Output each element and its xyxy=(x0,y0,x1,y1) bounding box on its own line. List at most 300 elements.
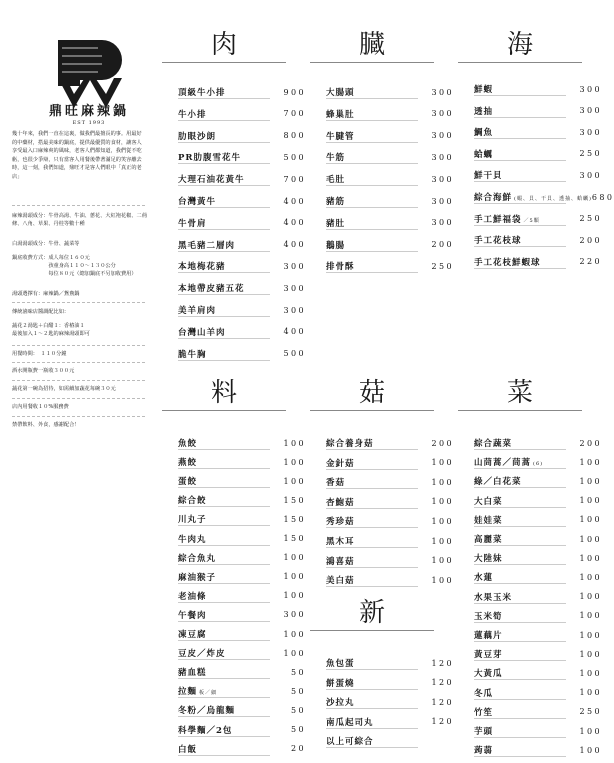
menu-item-price: 120 xyxy=(431,717,454,727)
menu-item-price: 700 xyxy=(283,109,306,119)
menu-item xyxy=(178,701,306,719)
menu-item-name-text: 豬血糕 xyxy=(178,668,207,679)
menu-item-name-text: 黃豆芽 xyxy=(474,650,503,661)
menu-item-name xyxy=(474,234,574,246)
menu-item-name xyxy=(474,256,574,268)
menu-item-name xyxy=(326,217,426,229)
menu-item-price: 400 xyxy=(283,327,306,337)
menu-item-price: 100 xyxy=(579,745,602,755)
menu-item xyxy=(326,148,454,166)
menu-item-price: 100 xyxy=(579,553,602,563)
menu-item xyxy=(474,684,602,702)
menu-item-name xyxy=(474,169,574,181)
menu-item xyxy=(178,236,306,254)
info-corkage: 酒水開瓶費一瓶收３００元 xyxy=(12,368,75,374)
brand-name: 鼎旺麻辣鍋 xyxy=(48,104,129,119)
item-underline xyxy=(178,545,270,546)
divider xyxy=(12,416,145,417)
menu-item-name-text: 鮮干貝 xyxy=(474,171,503,182)
section-rule xyxy=(162,62,286,63)
menu-item-name-text: 大理石油花黃牛 xyxy=(178,175,245,186)
divider xyxy=(12,205,145,206)
menu-item-name xyxy=(178,666,278,678)
menu-item-name xyxy=(178,685,278,697)
section-title-organ: 臓 xyxy=(358,30,385,60)
menu-item-name xyxy=(326,574,426,586)
menu-item-price: 100 xyxy=(431,556,454,566)
info-broth-choice: 湯頭選擇有：麻辣鍋／鴛鴦鍋 xyxy=(12,291,80,297)
menu-item-price: 200 xyxy=(431,438,454,448)
menu-item-name xyxy=(474,495,574,507)
menu-item-name xyxy=(474,706,574,718)
menu-item-name-text: 手工花枝鮮蝦球 xyxy=(474,257,541,268)
menu-item xyxy=(474,741,602,759)
menu-item-name xyxy=(326,457,426,469)
item-underline xyxy=(474,487,566,488)
menu-item-name xyxy=(178,195,278,207)
menu-item-price: 900 xyxy=(283,87,306,97)
item-underline xyxy=(474,95,566,96)
item-underline xyxy=(474,603,566,604)
menu-item xyxy=(178,549,306,567)
menu-item xyxy=(178,587,306,605)
menu-item-name xyxy=(178,326,278,338)
menu-item-name-text: 手工花枝球 xyxy=(474,236,522,247)
menu-item xyxy=(474,472,602,490)
menu-item xyxy=(474,664,602,682)
menu-item-price: 200 xyxy=(431,240,454,250)
section-rule xyxy=(310,630,434,631)
menu-item-price: 100 xyxy=(283,476,306,486)
info-sauce-recipe: 蔬花２湯匙＋白醋１：香椿油１ 最後加入１～２匙的麻辣湯頭即可 xyxy=(12,323,90,338)
menu-item-name-text: 牛小排 xyxy=(178,109,207,120)
menu-item-name xyxy=(326,496,426,508)
menu-item-name-text: 鮮蝦 xyxy=(474,85,494,95)
menu-item-price: 100 xyxy=(579,476,602,486)
menu-item xyxy=(326,434,454,452)
menu-item-name xyxy=(326,555,426,567)
menu-item-price: 400 xyxy=(283,196,306,206)
menu-item-name-text: 豬筋 xyxy=(326,197,346,207)
menu-item-name xyxy=(474,667,574,679)
menu-item xyxy=(178,510,306,528)
menu-item-name-text: 金針菇 xyxy=(326,458,355,469)
item-underline xyxy=(326,272,418,273)
menu-item-price: 100 xyxy=(283,648,306,658)
menu-item xyxy=(178,214,306,232)
item-underline xyxy=(474,203,566,204)
menu-item xyxy=(474,568,602,586)
menu-item-name xyxy=(474,456,574,468)
menu-item-name xyxy=(474,610,574,622)
item-underline xyxy=(326,229,418,230)
menu-item-name xyxy=(178,571,278,583)
menu-item-name-text: 水蓮 xyxy=(474,573,494,584)
menu-item xyxy=(178,625,306,643)
menu-item-name-text: 牛筋 xyxy=(326,153,346,164)
menu-item xyxy=(326,512,454,530)
menu-item xyxy=(178,530,306,548)
menu-item-name xyxy=(178,494,278,506)
item-underline xyxy=(326,449,418,450)
menu-item xyxy=(178,192,306,210)
menu-item-name xyxy=(474,83,574,95)
menu-item-price: 100 xyxy=(579,668,602,678)
menu-item-name-text: 毛肚 xyxy=(326,175,346,186)
menu-item xyxy=(178,301,306,319)
menu-item-price: 300 xyxy=(431,109,454,119)
menu-item-name xyxy=(326,696,426,708)
section-title-seafood: 海 xyxy=(506,30,533,60)
menu-item-note: (蝦、貝、干貝、透抽、蛤蠣) xyxy=(514,196,592,202)
item-underline xyxy=(474,718,566,719)
menu-item-name-text: 脆牛胸 xyxy=(178,349,207,360)
item-underline xyxy=(326,669,418,670)
menu-item-price: 150 xyxy=(283,534,306,543)
menu-item-name-text: 秀珍菇 xyxy=(326,517,355,528)
item-underline xyxy=(178,564,270,565)
menu-item-name xyxy=(326,86,426,98)
menu-item-name xyxy=(178,239,278,251)
menu-item xyxy=(474,453,602,471)
menu-item-name xyxy=(326,476,426,488)
item-underline xyxy=(178,659,270,660)
menu-item-name xyxy=(474,213,574,225)
menu-item-price: 100 xyxy=(579,457,602,467)
menu-item-name xyxy=(178,130,278,142)
item-underline xyxy=(178,207,270,208)
menu-item-name-text: 頂級牛小排 xyxy=(178,88,226,98)
item-underline xyxy=(474,679,566,680)
menu-item-name-text: 以上可綜合 xyxy=(326,737,374,748)
menu-item xyxy=(474,626,602,644)
menu-item-price: 500 xyxy=(283,349,306,359)
menu-item-price: 100 xyxy=(283,438,306,448)
item-underline xyxy=(178,163,270,164)
menu-item-name xyxy=(474,571,574,583)
menu-item xyxy=(326,571,454,589)
item-underline xyxy=(178,338,270,339)
info-veg: 蔬花第一碗為招待，如需續加蔬花每碗３０元 xyxy=(12,386,116,392)
item-underline xyxy=(474,756,566,757)
menu-item-name xyxy=(178,217,278,229)
menu-item-price: 100 xyxy=(283,591,306,601)
menu-item-price: 100 xyxy=(579,649,602,659)
item-underline xyxy=(326,163,418,164)
menu-item xyxy=(474,166,602,184)
menu-item-price: 500 xyxy=(283,152,306,162)
menu-item-price: 100 xyxy=(579,688,602,698)
menu-item-name-text: 沙拉丸 xyxy=(326,698,355,709)
menu-item xyxy=(474,434,602,452)
item-underline xyxy=(474,246,566,247)
menu-item xyxy=(326,170,454,188)
menu-item-price: 100 xyxy=(431,458,454,468)
menu-item-price: 100 xyxy=(431,575,454,585)
item-underline xyxy=(474,526,566,527)
section-rule xyxy=(458,410,582,411)
menu-item xyxy=(326,732,454,750)
item-underline xyxy=(178,294,270,295)
menu-item-name-text: 綜合海鮮 xyxy=(474,193,513,203)
item-underline xyxy=(178,272,270,273)
menu-item xyxy=(178,170,306,188)
menu-item-price: 50 xyxy=(291,705,306,715)
menu-item-name-text: 科學麵／2包 xyxy=(178,725,233,736)
menu-item xyxy=(474,588,602,606)
menu-item xyxy=(326,674,454,692)
menu-item xyxy=(326,257,454,275)
menu-item-name-text: 娃娃菜 xyxy=(474,515,503,526)
menu-item xyxy=(178,105,306,123)
menu-item-name xyxy=(326,657,426,669)
divider xyxy=(12,380,145,381)
menu-item-name xyxy=(474,552,574,564)
menu-item xyxy=(474,703,602,721)
menu-item xyxy=(178,644,306,662)
menu-item xyxy=(178,663,306,681)
menu-item-price: 200 xyxy=(579,235,602,245)
section-rule xyxy=(310,62,434,63)
menu-item-price: 150 xyxy=(283,514,306,524)
menu-item-name-text: 台灣山羊肉 xyxy=(178,327,226,338)
item-underline xyxy=(178,755,270,756)
item-underline xyxy=(178,716,270,717)
menu-item-note: (6) xyxy=(533,461,544,468)
info-sauce-title: 傳統滷味店醬調配比如： xyxy=(12,309,70,315)
menu-item-price: 100 xyxy=(431,516,454,526)
menu-item xyxy=(474,253,602,271)
menu-item-name xyxy=(474,648,574,660)
menu-item-name-text: 手工鮮福袋 xyxy=(474,214,522,225)
menu-item-price: 250 xyxy=(579,707,602,717)
menu-item-price: 220 xyxy=(579,257,602,267)
menu-item xyxy=(474,188,614,206)
menu-item-price: 100 xyxy=(431,536,454,546)
menu-item-name xyxy=(178,108,278,120)
menu-item-name xyxy=(178,282,278,294)
item-underline xyxy=(474,181,566,182)
menu-item-name xyxy=(178,724,278,736)
divider xyxy=(12,302,145,303)
item-underline xyxy=(326,98,418,99)
menu-item-name-text: 本地梅花豬 xyxy=(178,262,226,273)
menu-item-name-text: 山茼蒿／茼蒿 xyxy=(474,458,532,469)
menu-item-name xyxy=(474,533,574,545)
menu-item-price: 100 xyxy=(579,592,602,602)
menu-item-name-text: 南瓜起司丸 xyxy=(326,717,374,728)
menu-item-name-text: 竹笙 xyxy=(474,707,494,718)
item-underline xyxy=(474,622,566,623)
menu-item-name xyxy=(474,475,574,487)
menu-item-price: 100 xyxy=(579,630,602,640)
menu-item xyxy=(178,323,306,341)
menu-item-name xyxy=(326,260,426,272)
menu-item-price: 300 xyxy=(431,196,454,206)
divider xyxy=(12,345,145,346)
menu-item-name-text: 豬肚 xyxy=(326,218,346,229)
brand-intro: 幾十年來，我們一直在這裏，做我們最擅長的事。用最好的中藥材，搭最美味的鍋底，提供最優質的食材，讓客人享受最入口麻辣爽的風味，老客人們都知道，我們從不吃虧，也很少爭辯，只有當客人用餐後帶著滿足的笑容離去時，這一刻，我們知道，鼎旺才是客人們眼中「真正的老店」 xyxy=(12,131,142,180)
menu-item-price: 300 xyxy=(283,283,306,293)
menu-item-price: 20 xyxy=(291,744,306,754)
menu-item-name xyxy=(178,304,278,316)
menu-item-price: 300 xyxy=(431,131,454,141)
menu-item-name xyxy=(474,126,574,138)
menu-item-price: 300 xyxy=(579,106,602,116)
menu-item-name xyxy=(178,552,278,564)
item-underline xyxy=(178,736,270,737)
menu-item-name-text: 綜合養身菇 xyxy=(326,439,374,449)
menu-item-name xyxy=(326,535,426,547)
item-underline xyxy=(178,697,270,698)
menu-item-name-text: 麻油猴子 xyxy=(178,572,217,583)
menu-item-price: 300 xyxy=(431,218,454,228)
item-underline xyxy=(178,506,270,507)
menu-item-name xyxy=(326,677,426,689)
menu-item-name-text: 鯛魚 xyxy=(474,128,494,139)
menu-item-name xyxy=(178,743,278,755)
item-underline xyxy=(178,640,270,641)
menu-item-price: 100 xyxy=(283,457,306,467)
menu-item xyxy=(178,279,306,297)
menu-item-name xyxy=(326,735,426,747)
item-underline xyxy=(474,583,566,584)
brand-est: EST 1993 xyxy=(72,120,106,126)
menu-item-name xyxy=(178,609,278,621)
item-underline xyxy=(178,185,270,186)
menu-item-name xyxy=(474,591,574,603)
menu-item-name xyxy=(178,628,278,640)
menu-item-note: ／5顆 xyxy=(523,217,540,224)
menu-item-name-text: 蓮藕片 xyxy=(474,631,503,641)
menu-item-name xyxy=(474,148,574,160)
info-service-fee: 店內用餐收１０%服務費 xyxy=(12,404,69,410)
brand-logo xyxy=(58,40,122,108)
menu-item-name xyxy=(474,744,574,756)
menu-item-name-text: 香菇 xyxy=(326,478,346,489)
menu-item-name xyxy=(178,704,278,716)
menu-item-name-text: 鵝腸 xyxy=(326,240,346,251)
menu-item xyxy=(326,127,454,145)
menu-item xyxy=(474,511,602,529)
menu-item-name xyxy=(326,195,426,207)
menu-item-name xyxy=(326,173,426,185)
item-underline xyxy=(474,660,566,661)
menu-item-name xyxy=(326,151,426,163)
menu-item-name-text: 川丸子 xyxy=(178,515,207,526)
item-underline xyxy=(178,120,270,121)
menu-item-price: 100 xyxy=(283,553,306,563)
item-underline xyxy=(326,142,418,143)
menu-item-name xyxy=(178,647,278,659)
menu-item-price: 300 xyxy=(579,84,602,94)
item-underline xyxy=(474,117,566,118)
menu-item-price: 300 xyxy=(431,174,454,184)
item-underline xyxy=(326,747,418,748)
divider xyxy=(12,398,145,399)
menu-item-price: 100 xyxy=(579,496,602,506)
menu-item-name-text: 黑毛豬二層肉 xyxy=(178,240,236,251)
menu-item xyxy=(178,127,306,145)
item-underline xyxy=(474,699,566,700)
menu-item-price: 300 xyxy=(283,305,306,315)
item-underline xyxy=(178,468,270,469)
menu-item-name-text: 冬瓜 xyxy=(474,688,494,699)
item-underline xyxy=(326,567,418,568)
menu-item-name-text: 牛骨肩 xyxy=(178,218,207,229)
menu-item-price: 100 xyxy=(431,497,454,507)
menu-item-name xyxy=(178,513,278,525)
menu-item-name xyxy=(474,191,592,203)
menu-item-name xyxy=(178,151,278,163)
menu-item-name-text: 綜合魚丸 xyxy=(178,553,217,564)
menu-item-price: 300 xyxy=(283,261,306,271)
item-underline xyxy=(178,142,270,143)
menu-item-name xyxy=(326,716,426,728)
menu-item xyxy=(178,434,306,452)
menu-item-name xyxy=(178,475,278,487)
menu-item-name-text: 排骨酥 xyxy=(326,262,355,273)
item-underline xyxy=(326,689,418,690)
section-rule xyxy=(458,62,582,63)
divider xyxy=(12,362,145,363)
menu-item-price: 100 xyxy=(579,534,602,544)
item-underline xyxy=(178,583,270,584)
menu-item-price: 100 xyxy=(431,477,454,487)
menu-item-name-text: 餅蛋燒 xyxy=(326,678,355,689)
menu-item xyxy=(326,83,454,101)
menu-item xyxy=(474,231,602,249)
menu-item xyxy=(326,713,454,731)
item-underline xyxy=(326,508,418,509)
menu-item xyxy=(178,148,306,166)
menu-item-name-text: 冬粉／烏龍麵 xyxy=(178,706,236,717)
item-underline xyxy=(326,251,418,252)
menu-item-name-text: 高麗菜 xyxy=(474,535,503,545)
item-underline xyxy=(326,728,418,729)
menu-item xyxy=(474,210,602,228)
menu-item-name-text: 綜合蔬菜 xyxy=(474,439,513,449)
menu-item-name xyxy=(178,456,278,468)
menu-item xyxy=(178,83,306,101)
menu-item-name xyxy=(178,348,278,360)
section-title-vegetable: 菜 xyxy=(506,378,533,408)
menu-item-name-text: 綜合餃 xyxy=(178,496,207,507)
item-underline xyxy=(178,487,270,488)
menu-item-price: 100 xyxy=(579,611,602,621)
menu-item-name-text: 蜂巢肚 xyxy=(326,109,355,120)
menu-item-name-text: 燕餃 xyxy=(178,458,198,469)
menu-item-name-text: 黑木耳 xyxy=(326,537,355,547)
menu-item-name-text: 美羊肩肉 xyxy=(178,306,217,316)
menu-item-name-text: 牛腱管 xyxy=(326,131,355,142)
menu-item xyxy=(178,606,306,624)
menu-item-name-text: 本地帶皮豬五花 xyxy=(178,284,245,295)
item-underline xyxy=(326,469,418,470)
menu-item xyxy=(326,552,454,570)
menu-item xyxy=(326,214,454,232)
menu-item-name-text: 豆皮／炸皮 xyxy=(178,649,226,660)
menu-item-price: 250 xyxy=(579,214,602,224)
menu-item-price: 300 xyxy=(431,87,454,97)
item-underline xyxy=(326,708,418,709)
menu-item-name xyxy=(474,725,574,737)
item-underline xyxy=(178,251,270,252)
menu-item-name-text: 魚餃 xyxy=(178,439,198,449)
menu-item-name-text: 蛋餃 xyxy=(178,477,198,488)
menu-item xyxy=(474,80,602,98)
menu-item-name xyxy=(178,86,278,98)
